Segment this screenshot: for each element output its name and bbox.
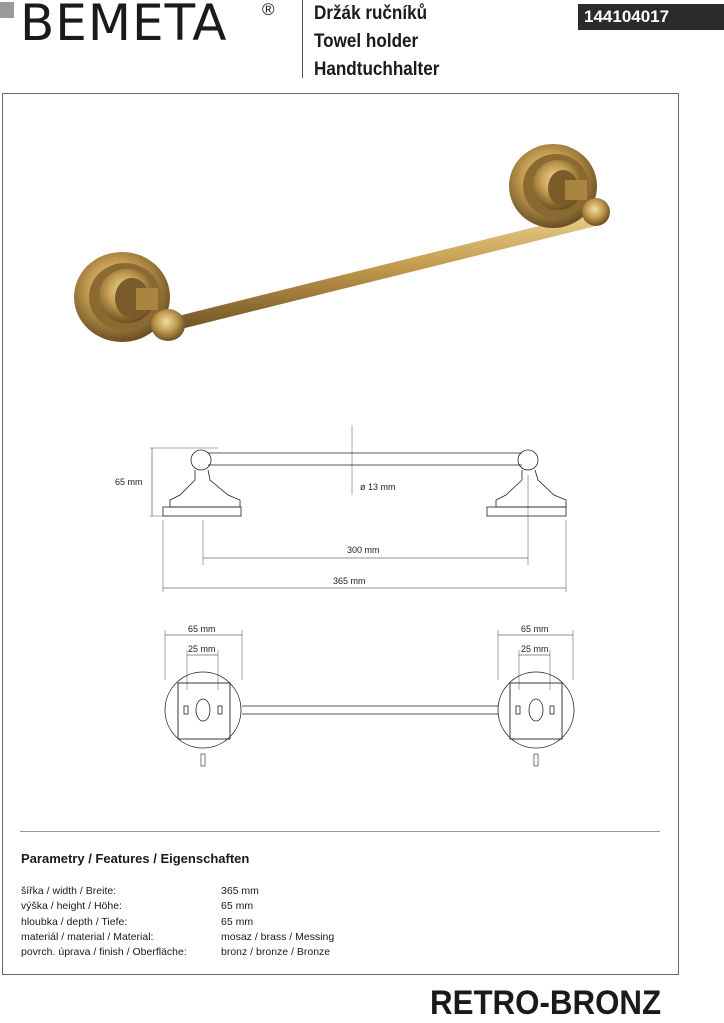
feature-value: mosaz / brass / Messing [221,930,335,943]
feature-label: šířka / width / Breite: [21,885,117,897]
title-de: Handtuchhalter [314,59,440,80]
series-name: RETRO-BRONZ [430,984,662,1022]
feature-row [21,884,334,899]
feature-row [21,930,334,945]
feature-value: 365 mm [221,885,259,897]
feature-value: 65 mm [221,900,254,913]
registered-mark: ® [262,0,275,19]
features-title: Parametry / Features / Eigenschaften [21,851,250,866]
brand-logo: BEMETA [20,0,228,52]
towel-bar [170,212,600,331]
dim-rosette-left: 65 mm [188,624,216,634]
features-table [21,884,334,960]
dim-height: 65 mm [115,477,143,487]
front-view-drawing [110,420,590,600]
dim-span-total: 365 mm [333,576,366,586]
feature-label: povrch. úprava / finish / Oberfläche: [21,946,187,959]
right-knob [582,198,610,226]
product-code: 144104017 [578,4,724,30]
feature-label: materiál / material / Material: [21,930,154,943]
product-photo [60,130,640,360]
feature-label: hloubka / depth / Tiefe: [21,915,128,928]
feature-value: bronz / bronze / Bronze [221,946,331,959]
feature-row [21,945,334,960]
dim-holes-left: 25 mm [188,644,216,654]
dim-holes-right: 25 mm [521,644,549,654]
feature-value: 65 mm [221,915,254,928]
dim-diameter: ø 13 mm [360,482,396,492]
feature-label: výška / height / Höhe: [21,900,122,913]
product-titles [314,0,453,84]
logo-mark [0,2,14,18]
section-separator [20,831,660,832]
feature-row [21,915,334,930]
top-view-drawing [150,620,590,770]
feature-row [21,899,334,914]
title-cz: Držák ručníků [314,3,428,24]
title-en: Towel holder [314,31,419,52]
left-knob [151,309,185,341]
dim-span-inner: 300 mm [347,545,380,555]
header-divider [302,0,303,78]
dim-rosette-right: 65 mm [521,624,549,634]
